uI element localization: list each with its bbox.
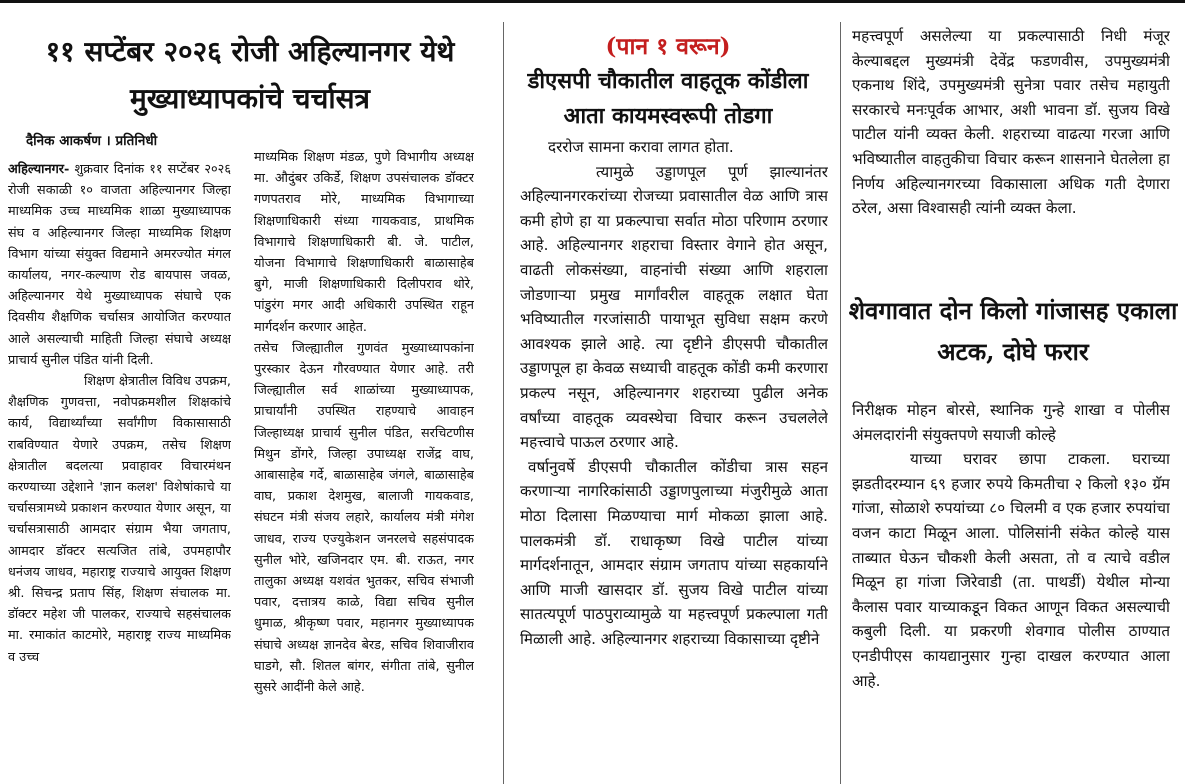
story-1-paragraph-3: माध्यमिक शिक्षण मंडळ, पुणे विभागीय अध्यक्ष मा. औदुंबर उकिर्डे, शिक्षण उपसंचालक डॉक्टर गणपतराव मोरे, माध्यमिक विभागाच्या शिक्षणाधिकारी संध्या गायकवाड, प्राथमिक विभागाचे शिक्षणाधिकारी बी. जे. पाटील, योजना विभागाचे शिक्षणाधिकारी बाळासाहेब बुगे, माजी शिक्षणाधिकारी दिलीपराव थोरे, पांडुरंग मगर आदी अधिकारी उपस्थित राहून मार्गदर्शन करणार आहेत. xyxy=(254,150,474,335)
story-1-headline: ११ सप्टेंबर २०२६ रोजी अहिल्यानगर येथे मुख्याध्यापकांचे चर्चासत्र xyxy=(45,35,455,115)
story-2-paragraph-2: त्यामुळे उड्डाणपूल पूर्ण झाल्यानंतर अहिल्यानगरकरांच्या रोजच्या प्रवासातील वेळ आणि त्रास कमी होणे हा या प्रकल्पाचा सर्वात मोठा परिणाम ठरणार आहे. अहिल्यानगर शहराचा विस्तार वेगाने होत असून, वाढती लोकसंख्या, वाहनांची संख्या आणि शहराला जोडणाऱ्या प्रमुख मार्गांवरील वाहतूक लक्षात घेता भविष्यातील गरजांसाठी पायाभूत सुविधा सक्षम करणे आवश्यक झाले आहे. त्या दृष्टीने डीएसपी चौकातील उड्डाणपूल हा केवळ सध्याची वाहतूक कोंडी कमी करणारा प्रकल्प नसून, अहिल्यानगर शहराच्या पुढील अनेक वर्षांच्या वाहतूक व्यवस्थेचा विचार करून उचललेले महत्त्वाचे पाऊल ठरणार आहे. xyxy=(520,162,828,452)
story-3-paragraph-2: याच्या घरावर छापा टाकला. घराच्या झडतीदरम्यान ६९ हजार रुपये किमतीचा २ किलो १३० ग्रॅम गांजा, सोळाशे रुपयांच्या ८० चिलमी व एक हजार रुपयांचा वजन काटा मिळून आला. पोलिसांनी संकेत कोल्हे यास ताब्यात घेऊन चौकशी केली असता, तो व त्याचे वडील मिळून हा गांजा जिरेवाडी (ता. पाथर्डी) येथील मोन्या कैलास पवार याच्याकडून विकत आणून विकत असल्याची कबुली दिली. या प्रकरणी शेवगाव पोलीस ठाण्यात एनडीपीएस कायद्यानुसार गुन्हा दाखल करण्यात आला आहे. xyxy=(852,450,1170,690)
story-3-paragraph-1: निरीक्षक मोहन बोरसे, स्थानिक गुन्हे शाखा व पोलीस अंमलदारांनी संयुक्तपणे सयाजी कोल्हे xyxy=(852,401,1170,444)
story-2-paragraph-1: दररोज सामना करावा लागत होता. xyxy=(548,138,734,156)
story-1-column-1 xyxy=(8,159,231,784)
continued-from-page-1: (पान १ वरून) xyxy=(605,33,731,60)
story-1-paragraph-4: तसेच जिल्ह्यातील गुणवंत मुख्याध्यापकांना पुरस्कार देऊन गौरवण्यात येणार आहे. तरी जिल्ह्यातील सर्व शाळांच्या मुख्याध्यापक, प्राचार्यांनी उपस्थित राहण्याचे आवाहन जिल्हाध्यक्ष प्राचार्य सुनील पंडित, सरचिटणीस मिथुन डोंगरे, जिल्हा उपाध्यक्ष राजेंद्र वाघ, आबासाहेब गर्दे, बाळासाहेब जंगले, बाळासाहेब वाघ, प्रकाश देशमुख, बालाजी गायकवाड, संघटन मंत्री संजय लहारे, कार्यालय मंत्री मंगेश जाधव, राज्य एज्युकेशन जनरलचे सहसंपादक सुनील भोरे, खजिनदार एम. बी. राऊत, नगर तालुका अध्यक्ष यशवंत भुतकर, सचिव संभाजी पवार, दत्तात्रय काळे, विद्या सचिव सुनील धुमाळ, श्रीकृष्ण पवार, महानगर मुख्याध्यापक संघाचे अध्यक्ष ज्ञानदेव बेरड, सचिव शिवाजीराव घाडगे, सौ. शितल बांगर, संगीता तांबे, सुनील सुसरे आदींनी केले आहे. xyxy=(254,340,474,696)
story-2-paragraph-4: महत्त्वपूर्ण असलेल्या या प्रकल्पासाठी निधी मंजूर केल्याबद्दल मुख्यमंत्री देवेंद्र फडणवीस, उपमुख्यमंत्री एकनाथ शिंदे, उपमुख्यमंत्री सुनेत्रा पवार तसेच महायुती सरकारचे मनःपूर्वक आभार, अशी भावना डॉ. सुजय विखे पाटील यांनी व्यक्त केली. शहराच्या वाढत्या गरजा आणि भविष्यातील वाहतुकीचा विचार करून शासनाने घेतलेला हा निर्णय अहिल्यानगरच्या विकासाला अधिक गती देणारा ठरेल, असा विश्वासही त्यांनी व्यक्त केला. xyxy=(852,27,1170,218)
story-1-paragraph-2: शिक्षण क्षेत्रातील विविध उपक्रम, शैक्षणिक गुणवत्ता, नवोपक्रमशील शिक्षकांचे कार्य, विद्यार्थ्यांच्या सर्वांगीण विकासासाठी राबविण्यात येणारे उपक्रम, तसेच शिक्षण क्षेत्रातील बदलत्या प्रवाहावर विचारमंथन करण्याच्या उद्देशाने 'ज्ञान कलश' विशेषांकाचे या चर्चासत्रामध्ये प्रकाशन करण्यात येणार असून, या चर्चासत्रासाठी आमदार संग्राम भैया जगताप, आमदार डॉक्टर सत्यजित तांबे, उपमहापौर धनंजय जाधव, महाराष्ट्र राज्याचे आयुक्त शिक्षण श्री. सिचन्द्र प्रताप सिंह, शिक्षण संचालक मा. डॉक्टर महेश जी पालकर, राज्याचे सहसंचालक मा. रमाकांत काटमोरे, महाराष्ट्र राज्य माध्यमिक व उच्च xyxy=(8,374,231,665)
story-1-byline: दैनिक आकर्षण । प्रतिनिधी xyxy=(26,133,158,149)
dateline: अहिल्यानगर- xyxy=(8,162,70,177)
story-1-column-2 xyxy=(254,147,474,784)
story-1 xyxy=(0,0,500,784)
column-divider xyxy=(503,22,504,784)
story-2-continued xyxy=(852,24,1170,286)
right-column xyxy=(848,0,1178,784)
column-divider xyxy=(840,22,841,784)
story-2-headline: डीएसपी चौकातील वाहतूक कोंडीला आता कायमस्वरूपी तोडगा xyxy=(527,68,809,129)
story-1-paragraph-1 xyxy=(8,159,231,371)
story-3-headline: शेवगावात दोन किलो गांजासह एकाला अटक, दोघे फरार xyxy=(848,296,1178,366)
story-2-paragraph-3: वर्षानुवर्षे डीएसपी चौकातील कोंडीचा त्रास सहन करणाऱ्या नागरिकांसाठी उड्डाणपुलाच्या मंजुरीमुळे आता मोठा दिलासा मिळण्याचा मार्ग मोकळा झाला आहे. पालकमंत्री डॉ. राधाकृष्ण विखे पाटील यांच्या मार्गदर्शनातून, आमदार संग्राम जगताप यांच्या सहकार्याने आणि माजी खासदार डॉ. सुजय विखे पाटील यांच्या सातत्यपूर्ण पाठपुराव्यामुळे या महत्त्वपूर्ण प्रकल्पाला गती मिळाली आहे. अहिल्यानगर शहराच्या विकासाच्या दृष्टीने xyxy=(520,457,828,648)
story-2-body xyxy=(520,135,828,784)
story-1-lead-text: शुक्रवार दिनांक ११ सप्टेंबर २०२६ रोजी सकाळी १० वाजता अहिल्यानगर जिल्हा माध्यमिक उच्च माध्यमिक शाळा मुख्याध्यापक संघ व अहिल्यानगर जिल्हा माध्यमिक शिक्षण विभाग यांच्या संयुक्त विद्यमाने अमरज्योत मंगल कार्यालय, नगर-कल्याण रोड बायपास जवळ, अहिल्यानगर येथे मुख्याध्यापक संघाचे एक दिवसीय शैक्षणिक चर्चासत्र आयोजित करण्यात आले असल्याची माहिती जिल्हा संघाचे अध्यक्ष प्राचार्य सुनील पंडित यांनी दिली. xyxy=(8,162,231,368)
story-2 xyxy=(508,0,838,784)
story-3-body xyxy=(852,398,1170,784)
